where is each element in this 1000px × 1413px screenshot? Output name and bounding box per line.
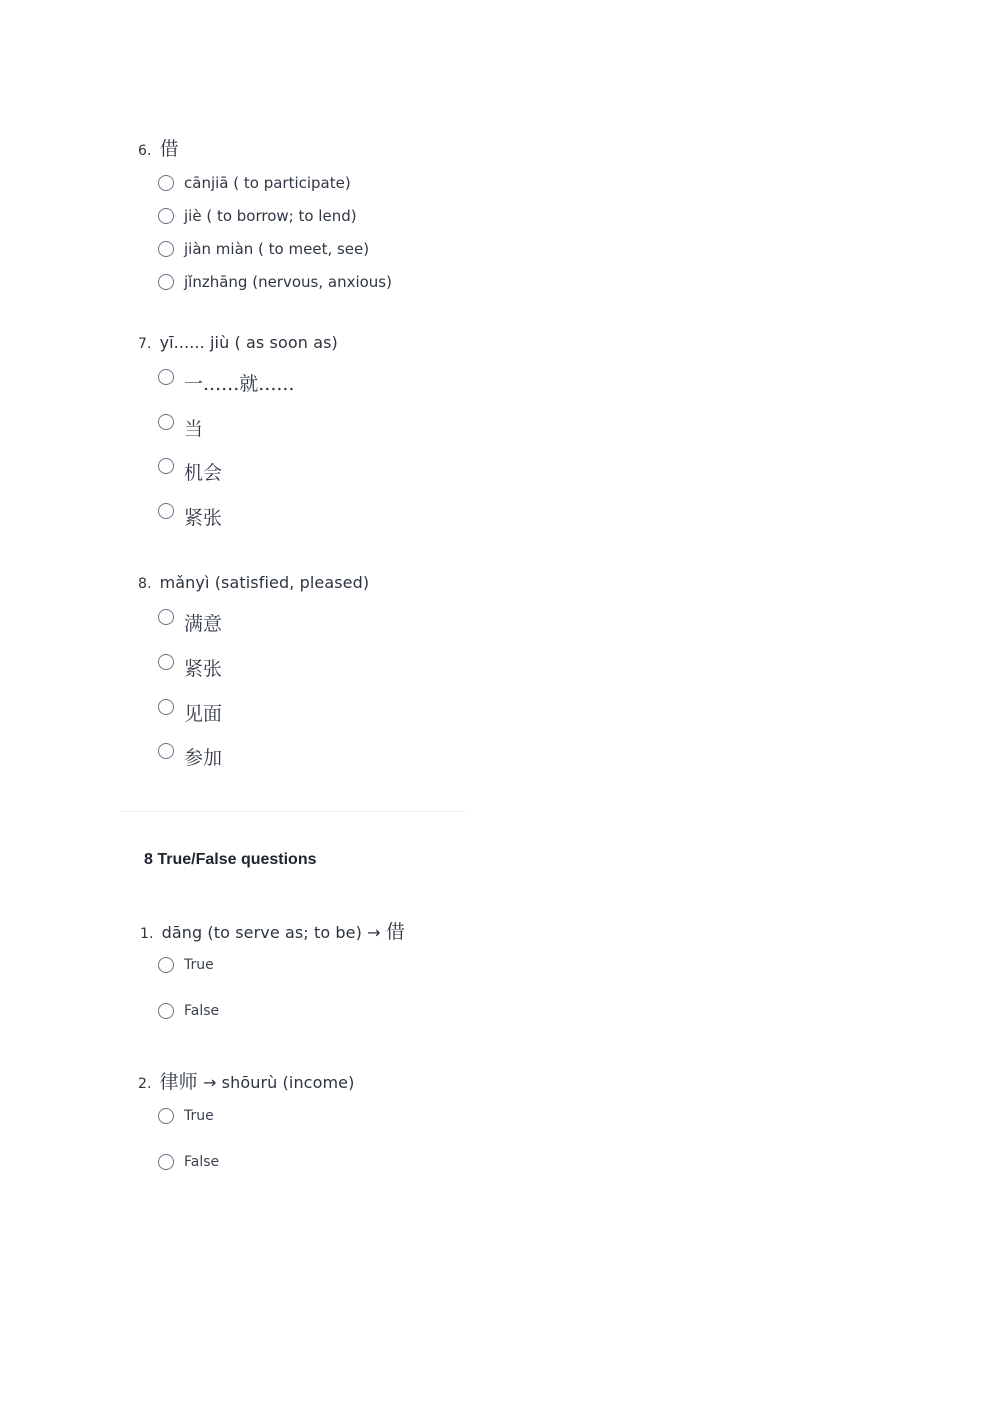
q7-option-2[interactable] xyxy=(158,410,204,440)
question-prompt-cjk: 借 xyxy=(385,921,405,943)
radio-button[interactable] xyxy=(158,274,174,290)
tf2-option-false[interactable] xyxy=(158,1150,219,1174)
radio-button[interactable] xyxy=(158,503,174,519)
option-label: False xyxy=(184,1154,220,1170)
radio-button[interactable] xyxy=(158,654,174,670)
radio-button[interactable] xyxy=(158,957,174,973)
q7-option-3[interactable] xyxy=(158,454,223,484)
option-label: 紧张 xyxy=(184,657,223,680)
question-7-title xyxy=(138,333,338,352)
question-number: 8. xyxy=(138,576,152,592)
option-label: 见面 xyxy=(184,702,223,725)
option-label: 紧张 xyxy=(184,506,223,529)
section-divider xyxy=(120,811,465,812)
question-number: 2. xyxy=(138,1076,152,1092)
q6-option-3[interactable] xyxy=(158,237,369,261)
radio-button[interactable] xyxy=(158,458,174,474)
q8-option-2[interactable] xyxy=(158,650,223,680)
q6-option-2[interactable] xyxy=(158,204,357,228)
option-label: cānjiā ( to participate) xyxy=(184,174,351,192)
question-prompt: mǎnyì (satisfied, pleased) xyxy=(159,573,370,592)
radio-button[interactable] xyxy=(158,1108,174,1124)
radio-button[interactable] xyxy=(158,609,174,625)
tf-question-2-title xyxy=(138,1067,354,1094)
question-prompt-cjk: 律师 xyxy=(159,1071,198,1093)
radio-button[interactable] xyxy=(158,175,174,191)
section-title: 8 True/False questions xyxy=(144,851,317,868)
q6-option-1[interactable] xyxy=(158,171,351,195)
radio-button[interactable] xyxy=(158,241,174,257)
option-label: jiàn miàn ( to meet, see) xyxy=(184,240,370,258)
option-label: 机会 xyxy=(184,461,223,484)
q7-option-4[interactable] xyxy=(158,499,223,529)
radio-button[interactable] xyxy=(158,699,174,715)
option-label: 参加 xyxy=(184,746,223,769)
radio-button[interactable] xyxy=(158,414,174,430)
option-label: True xyxy=(184,1108,214,1124)
question-6-title xyxy=(138,134,179,161)
option-label: jǐnzhāng (nervous, anxious) xyxy=(184,273,392,291)
q6-option-4[interactable] xyxy=(158,270,392,294)
radio-button[interactable] xyxy=(158,1003,174,1019)
option-label: False xyxy=(184,1003,220,1019)
option-label: True xyxy=(184,957,214,973)
option-label: 当 xyxy=(184,417,204,440)
q8-option-4[interactable] xyxy=(158,739,223,769)
question-prompt: yī...... jiù ( as soon as) xyxy=(159,333,338,352)
tf2-option-true[interactable] xyxy=(158,1104,214,1128)
option-label: 满意 xyxy=(184,612,223,635)
question-number: 6. xyxy=(138,143,152,159)
option-label: jiè ( to borrow; to lend) xyxy=(184,207,357,225)
question-prompt-text: → shōurù (income) xyxy=(202,1073,355,1092)
option-label: 一......就...... xyxy=(184,372,295,395)
tf-question-1-title xyxy=(140,917,405,944)
question-prompt-text: dāng (to serve as; to be) → xyxy=(161,923,381,942)
question-8-title xyxy=(138,573,369,592)
radio-button[interactable] xyxy=(158,208,174,224)
radio-button[interactable] xyxy=(158,1154,174,1170)
q7-option-1[interactable] xyxy=(158,365,295,395)
tf1-option-false[interactable] xyxy=(158,999,219,1023)
question-number: 7. xyxy=(138,336,152,352)
question-number: 1. xyxy=(140,926,154,942)
radio-button[interactable] xyxy=(158,369,174,385)
radio-button[interactable] xyxy=(158,743,174,759)
question-prompt: 借 xyxy=(159,138,179,160)
tf1-option-true[interactable] xyxy=(158,953,214,977)
q8-option-1[interactable] xyxy=(158,605,223,635)
q8-option-3[interactable] xyxy=(158,695,223,725)
